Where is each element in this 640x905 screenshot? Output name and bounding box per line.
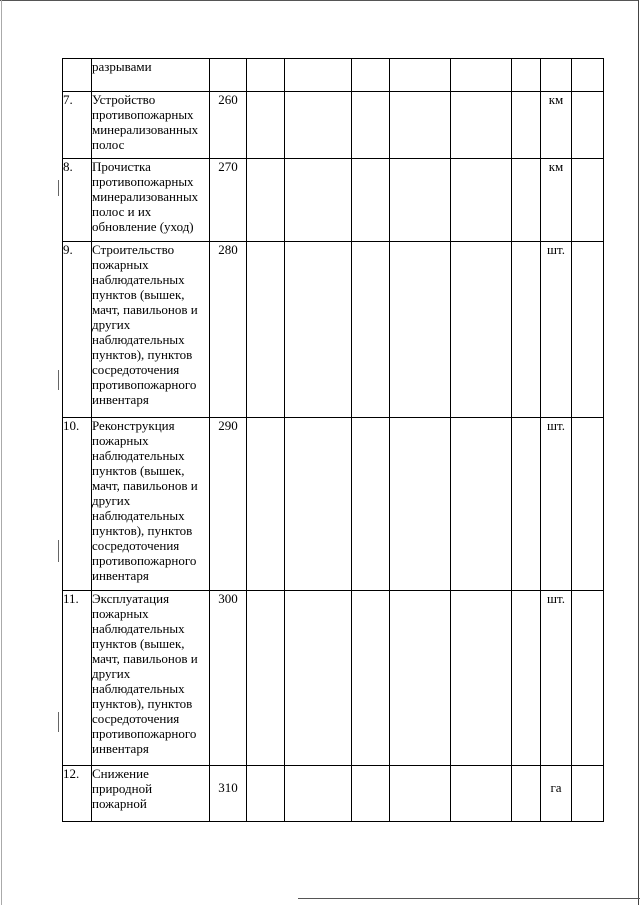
row-unit: шт. (541, 418, 572, 591)
empty-cell (572, 418, 604, 591)
empty-cell (247, 591, 285, 766)
empty-cell (247, 766, 285, 822)
row-unit: шт. (541, 242, 572, 418)
empty-cell (390, 59, 451, 92)
empty-cell (390, 159, 451, 242)
table-row (63, 92, 604, 159)
row-name: Прочистка противопожарных минерализованных полос и их обновление (уход) (92, 159, 210, 242)
empty-cell (451, 591, 512, 766)
empty-cell (572, 766, 604, 822)
row-code: 280 (210, 242, 247, 418)
empty-cell (572, 59, 604, 92)
row-unit: шт. (541, 591, 572, 766)
empty-cell (512, 59, 541, 92)
table-row (63, 591, 604, 766)
empty-cell (572, 92, 604, 159)
empty-cell (352, 418, 390, 591)
empty-cell (352, 242, 390, 418)
scan-artifact-mark (58, 540, 59, 562)
empty-cell (352, 59, 390, 92)
empty-cell (352, 591, 390, 766)
row-unit: га (541, 766, 572, 822)
row-code: 310 (210, 766, 247, 822)
empty-cell (512, 92, 541, 159)
row-number: 11. (63, 591, 92, 766)
empty-cell (285, 92, 352, 159)
row-code: 270 (210, 159, 247, 242)
table-row (63, 418, 604, 591)
empty-cell (285, 766, 352, 822)
scan-artifact-mark (58, 370, 59, 390)
empty-cell (572, 591, 604, 766)
empty-cell (572, 242, 604, 418)
table-row (63, 159, 604, 242)
empty-cell (451, 159, 512, 242)
empty-cell (572, 159, 604, 242)
table-row (63, 242, 604, 418)
empty-cell (352, 766, 390, 822)
scan-edge-top (0, 0, 638, 1)
empty-cell (390, 92, 451, 159)
empty-cell (512, 418, 541, 591)
empty-cell (247, 59, 285, 92)
empty-cell (390, 418, 451, 591)
empty-cell (247, 92, 285, 159)
empty-cell (451, 59, 512, 92)
empty-cell (285, 591, 352, 766)
empty-cell (285, 418, 352, 591)
row-name: Эксплуатация пожарных наблюдательных пунктов (вышек, мачт, павильонов и других наблюдательных пунктов), пунктов сосредоточения противопожарного инвентаря (92, 591, 210, 766)
row-name: Строительство пожарных наблюдательных пунктов (вышек, мачт, павильонов и других наблюдательных пунктов), пунктов сосредоточения противопожарного инвентаря (92, 242, 210, 418)
scan-edge-right (638, 0, 639, 905)
scan-edge-left (1, 0, 2, 905)
empty-cell (512, 766, 541, 822)
empty-cell (512, 591, 541, 766)
empty-cell (451, 766, 512, 822)
row-number: 9. (63, 242, 92, 418)
row-name: разрывами (92, 59, 210, 92)
empty-cell (352, 92, 390, 159)
empty-cell (512, 159, 541, 242)
row-name: Снижение природной пожарной (92, 766, 210, 822)
page-bottom-rule (298, 898, 640, 899)
row-code: 260 (210, 92, 247, 159)
row-name: Устройство противопожарных минерализованных полос (92, 92, 210, 159)
row-number: 10. (63, 418, 92, 591)
empty-cell (247, 242, 285, 418)
table-row (63, 59, 604, 92)
empty-cell (390, 591, 451, 766)
row-unit: км (541, 159, 572, 242)
row-number (63, 59, 92, 92)
row-code: 300 (210, 591, 247, 766)
row-unit (541, 59, 572, 92)
empty-cell (390, 242, 451, 418)
row-code (210, 59, 247, 92)
empty-cell (247, 418, 285, 591)
empty-cell (352, 159, 390, 242)
empty-cell (451, 418, 512, 591)
empty-cell (451, 92, 512, 159)
row-name: Реконструкция пожарных наблюдательных пунктов (вышек, мачт, павильонов и других наблюдательных пунктов), пунктов сосредоточения противопожарного инвентаря (92, 418, 210, 591)
empty-cell (285, 159, 352, 242)
fire-measures-table (62, 58, 604, 822)
empty-cell (512, 242, 541, 418)
row-unit: км (541, 92, 572, 159)
row-code: 290 (210, 418, 247, 591)
empty-cell (451, 242, 512, 418)
empty-cell (285, 59, 352, 92)
row-number: 12. (63, 766, 92, 822)
empty-cell (390, 766, 451, 822)
table-row (63, 766, 604, 822)
empty-cell (247, 159, 285, 242)
scan-artifact-mark (58, 712, 59, 732)
row-number: 7. (63, 92, 92, 159)
scan-artifact-mark (58, 180, 59, 196)
empty-cell (285, 242, 352, 418)
row-number: 8. (63, 159, 92, 242)
